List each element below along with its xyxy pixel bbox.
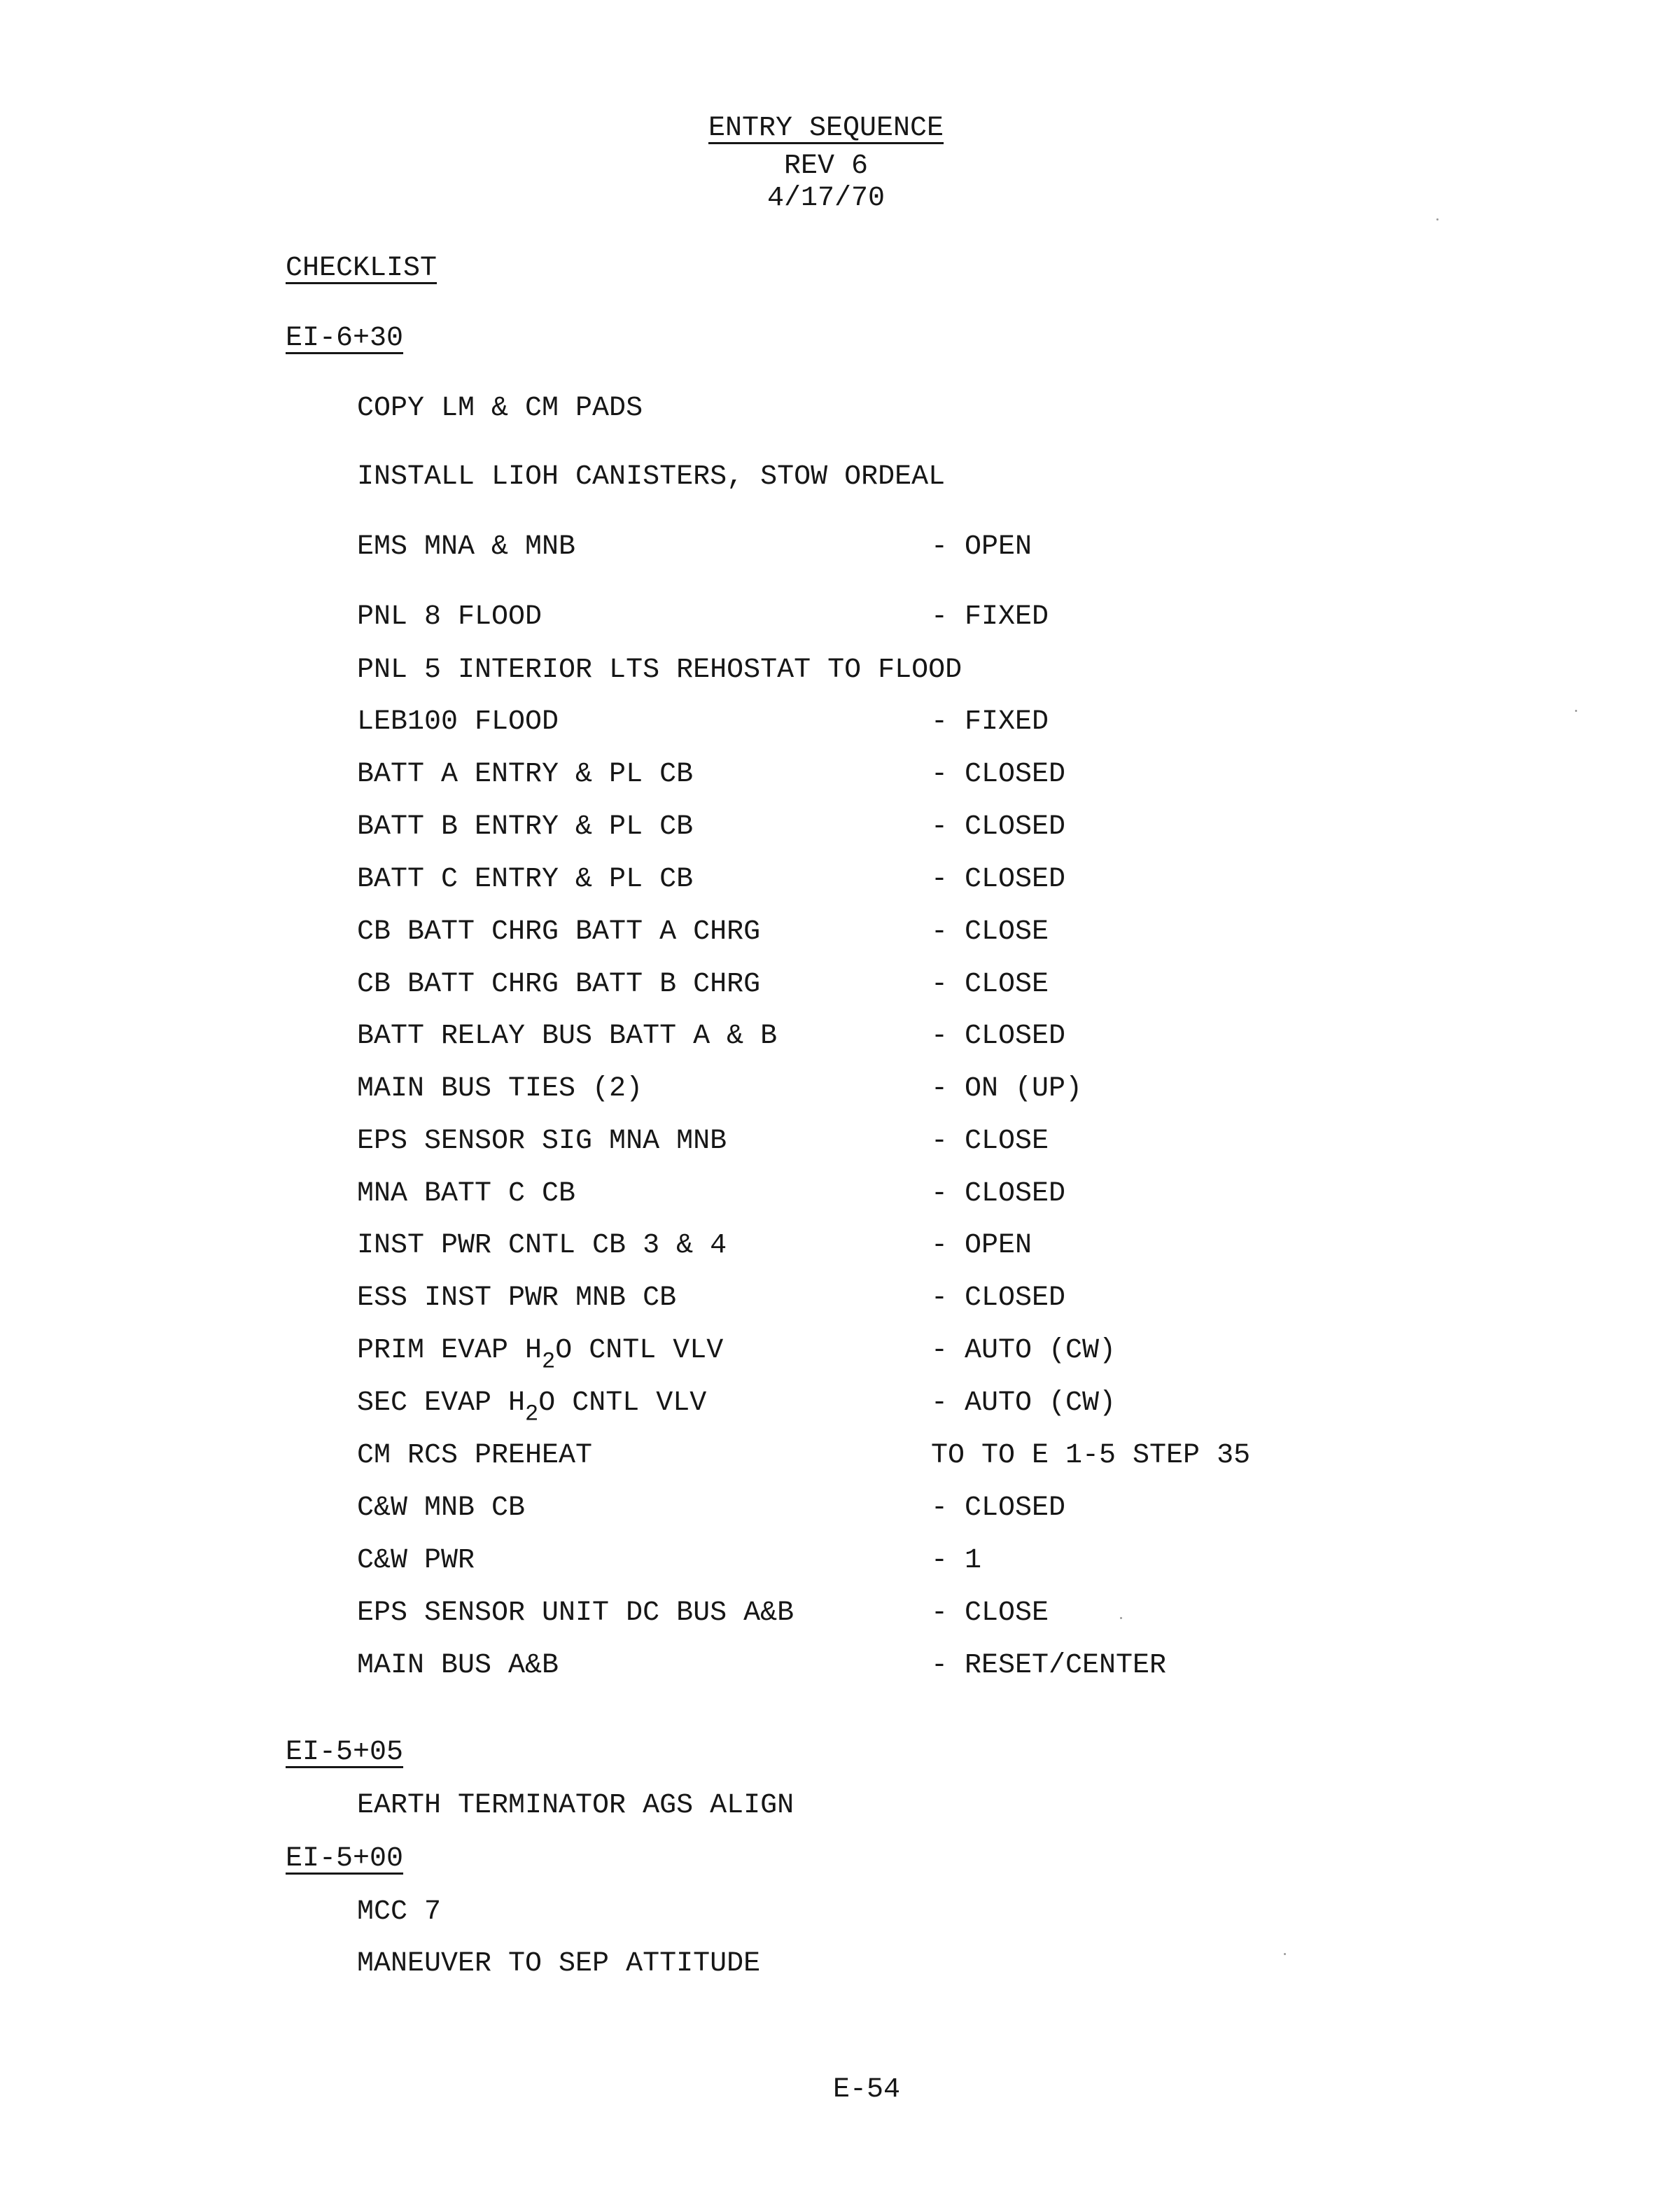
item-text: O CNTL VLV <box>555 1335 724 1366</box>
item-status: - CLOSED <box>931 1021 1066 1052</box>
checklist-item: MCC 7 <box>357 1896 442 1928</box>
date-label: 4/17/70 <box>766 183 886 214</box>
checklist-item: CB BATT CHRG BATT B CHRG <box>357 969 761 1000</box>
checklist-item: C&W MNB CB <box>357 1492 526 1524</box>
checklist-item: COPY LM & CM PADS <box>357 393 643 424</box>
page-number: E-54 <box>833 2074 901 2106</box>
item-status: - CLOSED <box>931 1282 1066 1314</box>
checklist-item: BATT RELAY BUS BATT A & B <box>357 1021 778 1052</box>
item-text: O CNTL VLV <box>538 1387 707 1419</box>
checklist-item: MANEUVER TO SEP ATTITUDE <box>357 1948 761 1980</box>
item-status: - ON (UP) <box>931 1073 1083 1105</box>
scan-speck <box>1436 218 1438 220</box>
item-status: TO TO E 1-5 STEP 35 <box>931 1440 1251 1471</box>
checklist-item: PNL 5 INTERIOR LTS REHOSTAT TO FLOOD <box>357 654 962 686</box>
checklist-item: MNA BATT C CB <box>357 1178 576 1210</box>
checklist-item: MAIN BUS A&B <box>357 1650 559 1681</box>
item-status: - CLOSED <box>931 864 1066 895</box>
checklist-item: EARTH TERMINATOR AGS ALIGN <box>357 1790 794 1821</box>
checklist-item: CB BATT CHRG BATT A CHRG <box>357 916 761 948</box>
section-label: EI-5+05 <box>286 1737 404 1768</box>
checklist-item: EPS SENSOR SIG MNA MNB <box>357 1126 727 1157</box>
checklist-item: ESS INST PWR MNB CB <box>357 1282 677 1314</box>
checklist-item: EPS SENSOR UNIT DC BUS A&B <box>357 1597 794 1629</box>
checklist-item: CM RCS PREHEAT <box>357 1440 593 1471</box>
checklist-item: BATT B ENTRY & PL CB <box>357 811 694 843</box>
item-status: - CLOSED <box>931 1178 1066 1210</box>
item-status: - RESET/CENTER <box>931 1650 1167 1681</box>
item-status: - CLOSE <box>931 916 1049 948</box>
checklist-heading: CHECKLIST <box>286 253 438 284</box>
section-label: EI-5+00 <box>286 1843 404 1875</box>
item-status: - CLOSE <box>931 1126 1049 1157</box>
checklist-item: MAIN BUS TIES (2) <box>357 1073 643 1105</box>
scan-speck <box>1575 710 1577 712</box>
item-status: - CLOSE <box>931 969 1049 1000</box>
item-status: - 1 <box>931 1545 982 1576</box>
item-status: - AUTO (CW) <box>931 1335 1116 1366</box>
checklist-item: EMS MNA & MNB <box>357 531 576 563</box>
item-status: - CLOSE <box>931 1597 1049 1629</box>
item-status: - OPEN <box>931 1230 1032 1261</box>
checklist-item <box>357 1387 707 1427</box>
scan-speck <box>1284 1953 1286 1955</box>
checklist-item <box>357 1335 724 1375</box>
checklist-item: BATT A ENTRY & PL CB <box>357 759 694 790</box>
checklist-item: C&W PWR <box>357 1545 475 1576</box>
subscript: 2 <box>525 1401 539 1427</box>
document-title: ENTRY SEQUENCE <box>708 113 944 144</box>
scan-speck <box>1120 1617 1122 1619</box>
item-status: - AUTO (CW) <box>931 1387 1116 1419</box>
item-status: - FIXED <box>931 706 1049 738</box>
checklist-item: INSTALL LIOH CANISTERS, STOW ORDEAL <box>357 461 946 493</box>
item-status: - CLOSED <box>931 1492 1066 1524</box>
checklist-item: LEB100 FLOOD <box>357 706 559 738</box>
checklist-item: PNL 8 FLOOD <box>357 601 542 633</box>
revision-label: REV 6 <box>783 150 869 182</box>
item-status: - FIXED <box>931 601 1049 633</box>
checklist-item: BATT C ENTRY & PL CB <box>357 864 694 895</box>
item-text: PRIM EVAP H <box>357 1335 542 1366</box>
item-status: - CLOSED <box>931 811 1066 843</box>
item-status: - OPEN <box>931 531 1032 563</box>
item-status: - CLOSED <box>931 759 1066 790</box>
checklist-item: INST PWR CNTL CB 3 & 4 <box>357 1230 727 1261</box>
subscript: 2 <box>542 1348 556 1375</box>
item-text: SEC EVAP H <box>357 1387 526 1419</box>
section-label: EI-6+30 <box>286 323 404 354</box>
